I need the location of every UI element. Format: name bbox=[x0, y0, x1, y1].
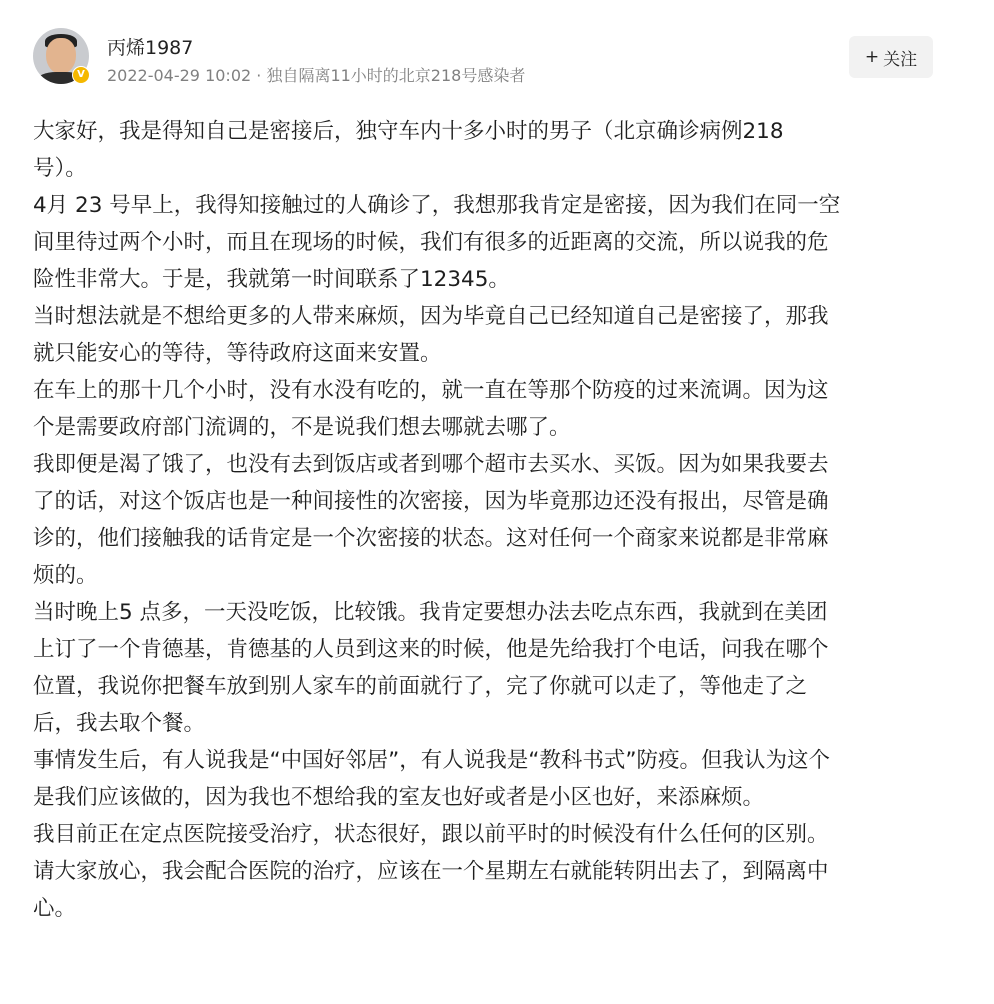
post-meta: 2022-04-29 10:02 · 独自隔离11小时的北京218号感染者 bbox=[107, 66, 526, 85]
body-line: 间里待过两个小时，而且在现场的时候，我们有很多的近距离的交流，所以说我的危 bbox=[33, 230, 829, 255]
body-line: 我即便是渴了饿了，也没有去到饭店或者到哪个超市去买水、买饭。因为如果我要去 bbox=[33, 452, 829, 477]
follow-button[interactable] bbox=[849, 36, 933, 78]
post-body bbox=[33, 113, 963, 927]
body-line: 诊的，他们接触我的话肯定是一个次密接的状态。这对任何一个商家来说都是非常麻 bbox=[33, 526, 829, 551]
body-line: 个是需要政府部门流调的，不是说我们想去哪就去哪了。 bbox=[33, 415, 571, 440]
body-line: 当时晚上5 点多，一天没吃饭，比较饿。我肯定要想办法去吃点东西，我就到在美团 bbox=[33, 600, 828, 625]
body-line: 位置，我说你把餐车放到别人家车的前面就行了，完了你就可以走了，等他走了之 bbox=[33, 674, 808, 699]
body-line: 了的话，对这个饭店也是一种间接性的次密接，因为毕竟那边还没有报出，尽管是确 bbox=[33, 489, 829, 514]
body-line: 上订了一个肯德基，肯德基的人员到这来的时候，他是先给我打个电话，问我在哪个 bbox=[33, 637, 829, 662]
avatar-face bbox=[46, 38, 76, 74]
body-line: 号）。 bbox=[33, 156, 87, 181]
author-name[interactable]: 丙烯1987 bbox=[107, 37, 194, 59]
body-line: 险性非常大。于是，我就第一时间联系了12345。 bbox=[33, 267, 510, 292]
body-line: 4月 23 号早上，我得知接触过的人确诊了，我想那我肯定是密接，因为我们在同一空 bbox=[33, 193, 841, 218]
body-line: 我目前正在定点医院接受治疗，状态很好，跟以前平时的时候没有什么任何的区别。 bbox=[33, 822, 829, 847]
follow-label: 关注 bbox=[883, 49, 918, 70]
body-line: 请大家放心，我会配合医院的治疗，应该在一个星期左右就能转阴出去了，到隔离中 bbox=[33, 859, 829, 884]
body-line: 事情发生后，有人说我是“中国好邻居”，有人说我是“教科书式”防疫。但我认为这个 bbox=[33, 748, 831, 773]
verified-badge-icon: V bbox=[72, 66, 90, 84]
body-line: 心。 bbox=[33, 896, 77, 921]
body-line: 就只能安心的等待，等待政府这面来安置。 bbox=[33, 341, 442, 366]
body-line: 当时想法就是不想给更多的人带来麻烦，因为毕竟自己已经知道自己是密接了，那我 bbox=[33, 304, 829, 329]
body-line: 大家好，我是得知自己是密接后，独守车内十多小时的男子（北京确诊病例218 bbox=[33, 119, 784, 144]
post-header bbox=[0, 0, 994, 110]
body-line: 是我们应该做的，因为我也不想给我的室友也好或者是小区也好，来添麻烦。 bbox=[33, 785, 765, 810]
body-line: 后，我去取个餐。 bbox=[33, 711, 206, 736]
plus-icon: + bbox=[864, 47, 880, 67]
body-line: 在车上的那十几个小时，没有水没有吃的，就一直在等那个防疫的过来流调。因为这 bbox=[33, 378, 829, 403]
body-line: 烦的。 bbox=[33, 563, 98, 588]
